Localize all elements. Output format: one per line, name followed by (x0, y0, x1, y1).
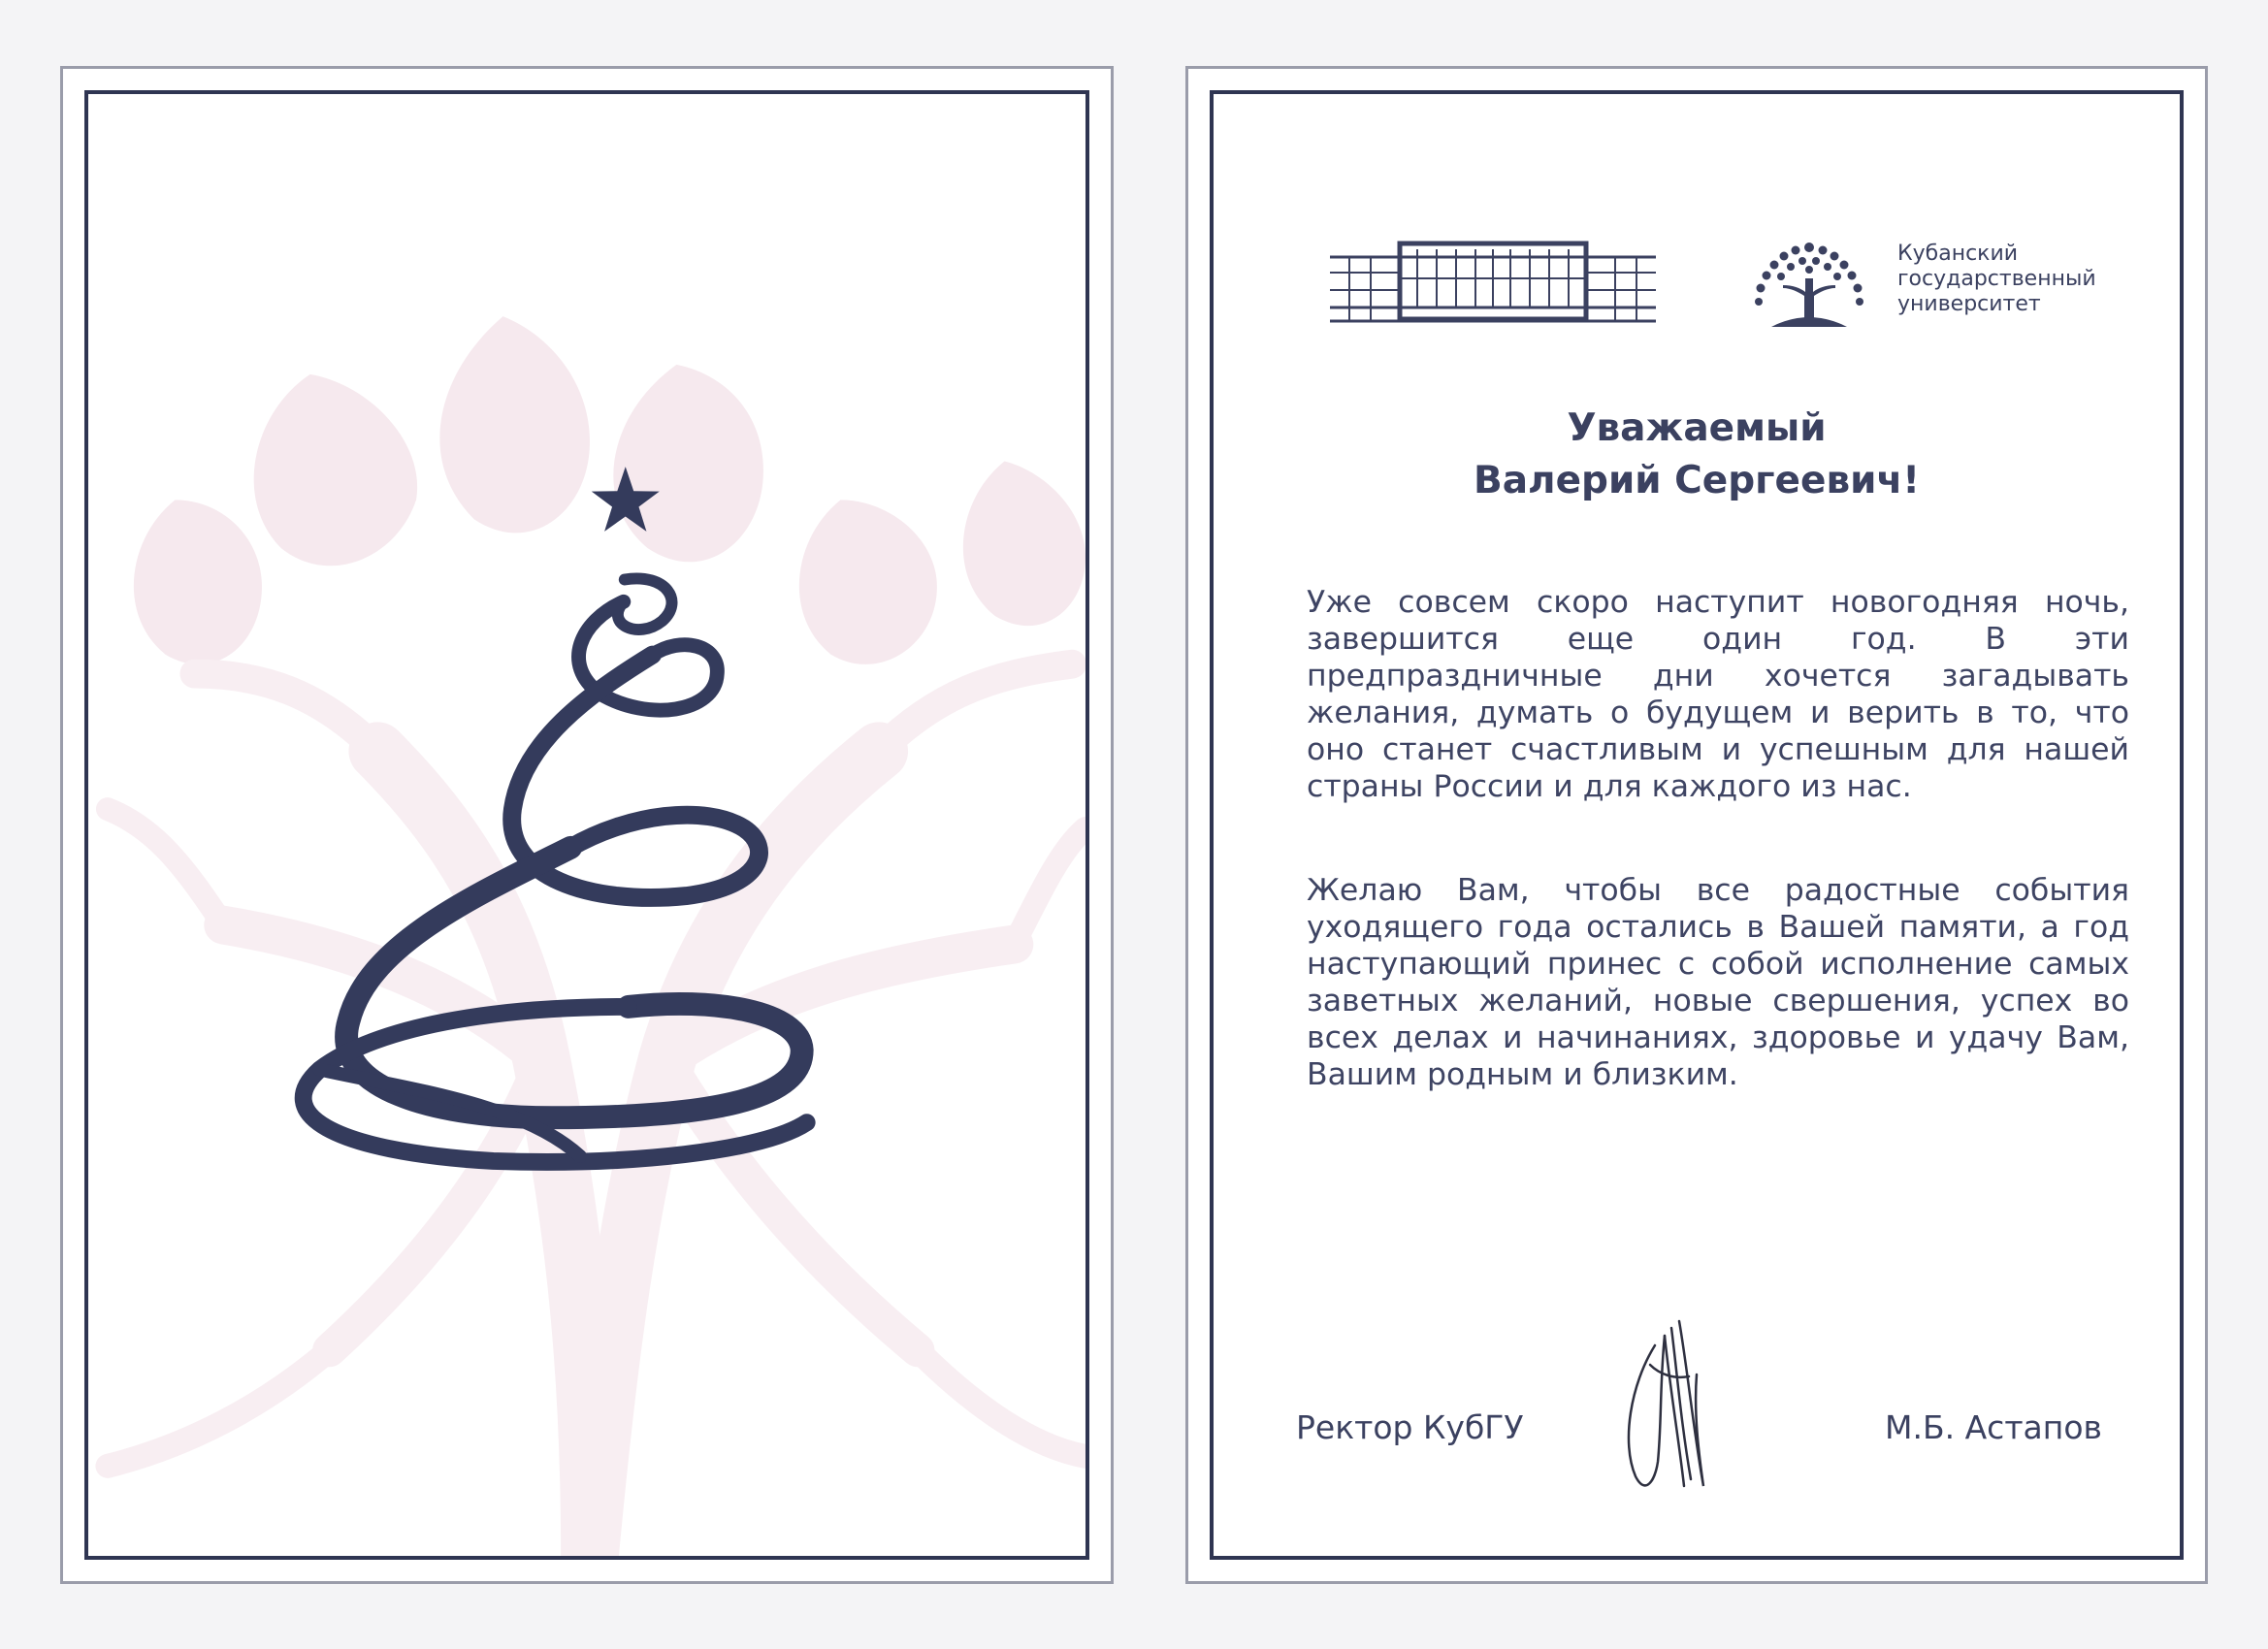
university-tree-emblem-icon (1752, 240, 1866, 329)
salutation-line-1: Уважаемый (1567, 406, 1827, 450)
signatory-name: М.Б. Астапов (1885, 1408, 2102, 1446)
university-name-line: Кубанский (1897, 242, 2019, 266)
handwritten-signature-icon (1611, 1307, 1728, 1501)
university-name (1897, 242, 2096, 317)
cover-frame (84, 90, 1089, 1560)
card-letter-panel (1185, 66, 2208, 1584)
body-paragraph-2: Желаю Вам, чтобы все радостные события уходящего года остались в Вашей памяти, а год наступающий принес с собой исполнение самых заветных желаний, новые свершения, успех во всех делах и начинаниях, здоровье и удачу Вам, Вашим родным и близким. (1307, 873, 2129, 1092)
star-icon (592, 467, 660, 532)
card-cover-panel (60, 66, 1114, 1584)
salutation (1214, 403, 2180, 507)
university-name-line: государственный (1897, 267, 2096, 291)
letter-frame (1210, 90, 2184, 1560)
spiral-christmas-tree-icon (88, 94, 1085, 1556)
university-building-logo-icon (1330, 240, 1656, 327)
salutation-line-2: Валерий Сергеевич! (1473, 459, 1921, 502)
letterhead (1214, 240, 2180, 346)
university-name-line: университет (1897, 292, 2041, 316)
signatory-title: Ректор КубГУ (1296, 1408, 1524, 1446)
body-paragraph-1: Уже совсем скоро наступит новогодняя ночь, завершится еще один год. В эти предпраздничные дни хочется загадывать желания, думать о будущем и верить в то, что оно станет счастливым и успешным для нашей страны России и для каждого из нас. (1307, 585, 2129, 804)
